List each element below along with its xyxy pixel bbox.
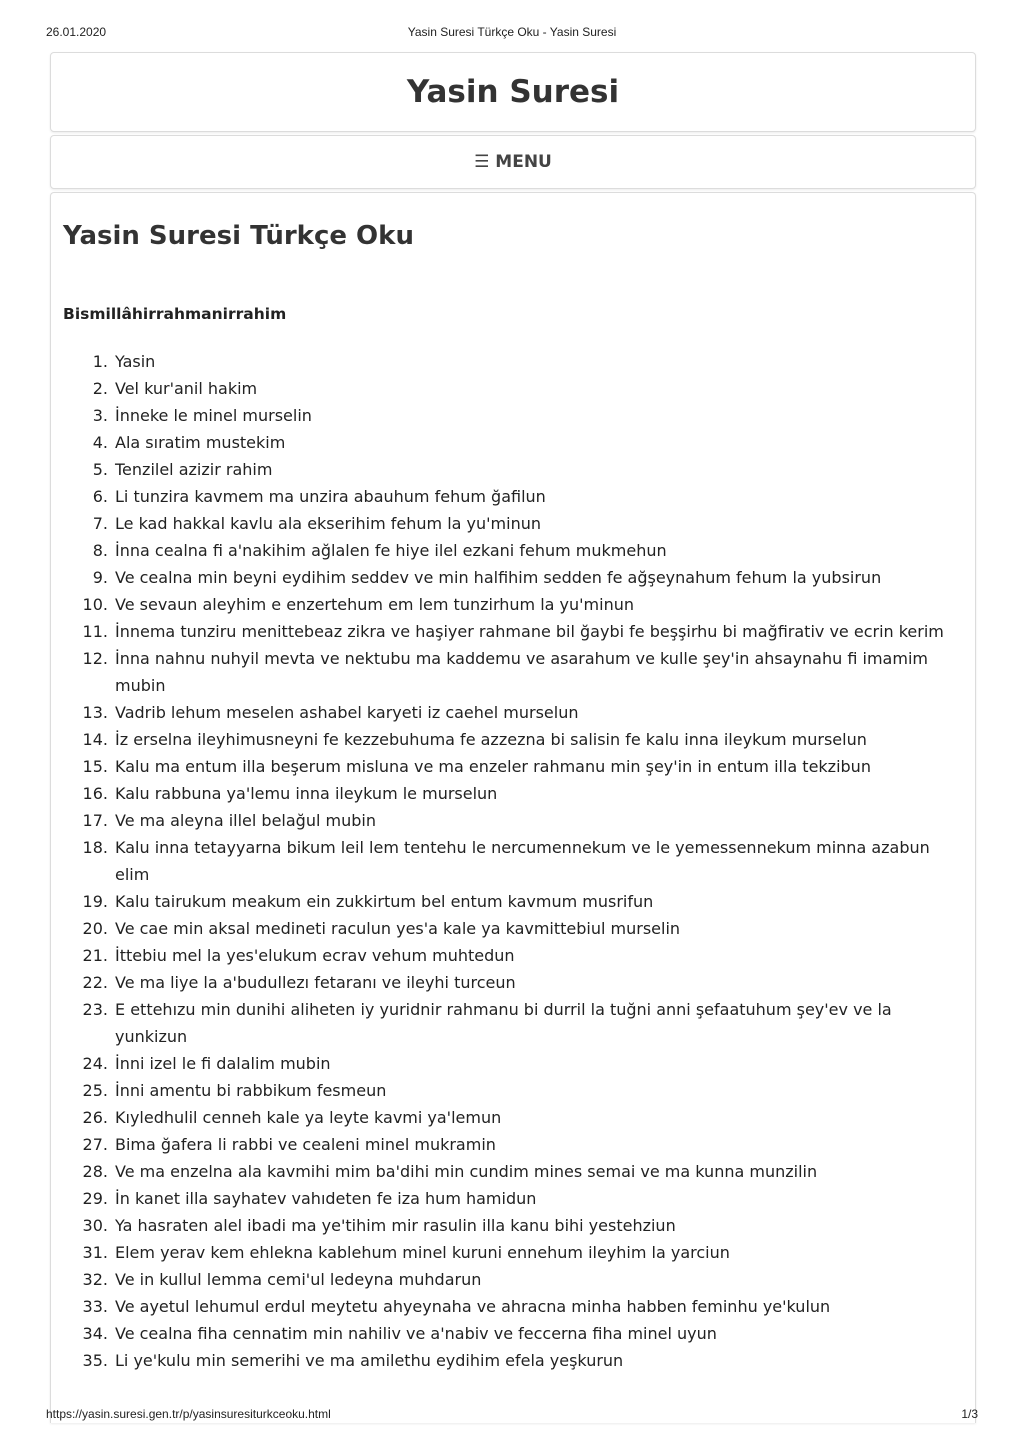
verse-number: 7.	[92, 514, 108, 533]
verse-text: Ve ma enzelna ala kavmihi mim ba'dihi min cundim mines semai ve ma kunna munzilin	[115, 1162, 818, 1181]
verse-number: 15.	[82, 757, 108, 776]
verse-number: 32.	[82, 1270, 108, 1289]
print-date: 26.01.2020	[46, 25, 107, 39]
verse-text: Ve ma aleyna illel belağul mubin	[115, 811, 376, 830]
verse-number: 18.	[82, 838, 108, 857]
verse-number: 13.	[82, 703, 108, 722]
verse-number: 29.	[82, 1189, 108, 1208]
verse-item	[51, 618, 961, 645]
verse-number: 11.	[82, 622, 108, 641]
print-url: https://yasin.suresi.gen.tr/p/yasinsuresiturkceoku.html	[46, 1407, 331, 1421]
verse-text: Elem yerav kem ehlekna kablehum minel kuruni ennehum ileyhim la yarciun	[115, 1243, 730, 1262]
verse-text: Kalu inna tetayyarna bikum leil lem tentehu le nercumennekum ve le yemessennekum minna azabun elim	[115, 838, 930, 884]
verse-number: 35.	[82, 1351, 108, 1370]
verse-item	[51, 483, 961, 510]
verse-item	[51, 942, 961, 969]
verse-text: Ve cealna min beyni eydihim seddev ve min halfihim sedden fe ağşeynahum fehum la yubsirun	[115, 568, 882, 587]
verse-item	[51, 375, 961, 402]
verse-number: 25.	[82, 1081, 108, 1100]
verse-text: Ve in kullul lemma cemi'ul ledeyna muhdarun	[115, 1270, 482, 1289]
verse-item	[51, 1293, 961, 1320]
verse-item	[51, 1158, 961, 1185]
verse-number: 4.	[92, 433, 108, 452]
verse-number: 12.	[82, 649, 108, 668]
verse-number: 5.	[92, 460, 108, 479]
verse-item	[51, 1104, 961, 1131]
verse-text: Ve cae min aksal medineti raculun yes'a kale ya kavmittebiul murselin	[115, 919, 681, 938]
verse-text: Li tunzira kavmem ma unzira abauhum fehum ğafilun	[115, 487, 546, 506]
verse-item	[51, 807, 961, 834]
verse-number: 19.	[82, 892, 108, 911]
verse-item	[51, 402, 961, 429]
verse-number: 6.	[92, 487, 108, 506]
verse-number: 28.	[82, 1162, 108, 1181]
verse-number: 8.	[92, 541, 108, 560]
verse-number: 30.	[82, 1216, 108, 1235]
print-page-title: Yasin Suresi Türkçe Oku - Yasin Suresi	[407, 25, 617, 39]
verse-item	[51, 753, 961, 780]
verse-text: Le kad hakkal kavlu ala ekserihim fehum la yu'minun	[115, 514, 541, 533]
verse-number: 34.	[82, 1324, 108, 1343]
verse-number: 23.	[82, 1000, 108, 1019]
verse-item	[51, 780, 961, 807]
verse-item	[51, 1266, 961, 1293]
verse-item	[51, 348, 961, 375]
verse-text: Tenzilel azizir rahim	[115, 460, 273, 479]
verse-number: 20.	[82, 919, 108, 938]
verse-text: İnneke le minel murselin	[115, 406, 312, 425]
verse-item	[51, 969, 961, 996]
verse-number: 33.	[82, 1297, 108, 1316]
verse-number: 10.	[82, 595, 108, 614]
verse-item	[51, 1347, 961, 1374]
verse-text: Kalu tairukum meakum ein zukkirtum bel entum kavmum musrifun	[115, 892, 654, 911]
verse-number: 14.	[82, 730, 108, 749]
verse-text: İnna nahnu nuhyil mevta ve nektubu ma kaddemu ve asarahum ve kulle şey'in ahsaynahu fi imamim mubin	[115, 649, 928, 695]
basmala: Bismillâhirrahmanirrahim	[63, 305, 287, 323]
print-footer	[0, 1407, 1024, 1423]
verse-item	[51, 645, 961, 699]
verse-number: 22.	[82, 973, 108, 992]
verse-text: İnnema tunziru menittebeaz zikra ve haşiyer rahmane bil ğaybi fe beşşirhu bi mağfirativ ve ecrin kerim	[115, 622, 944, 641]
site-title[interactable]: Yasin Suresi	[406, 74, 620, 110]
verse-number: 26.	[82, 1108, 108, 1127]
verse-item	[51, 456, 961, 483]
verse-item	[51, 1320, 961, 1347]
verse-number: 1.	[92, 352, 108, 371]
verse-item	[51, 1185, 961, 1212]
verse-text: İnni izel le fi dalalim mubin	[115, 1054, 331, 1073]
verse-number: 3.	[92, 406, 108, 425]
verse-item	[51, 1050, 961, 1077]
verse-item	[51, 564, 961, 591]
verse-item	[51, 429, 961, 456]
verse-number: 2.	[92, 379, 108, 398]
verse-text: Ve ayetul lehumul erdul meytetu ahyeynaha ve ahracna minha habben feminhu ye'kulun	[115, 1297, 831, 1316]
verse-text: Kalu rabbuna ya'lemu inna ileykum le murselun	[115, 784, 498, 803]
verse-number: 21.	[82, 946, 108, 965]
print-page-number: 1/3	[961, 1407, 978, 1421]
verse-text: E ettehızu min dunihi aliheten iy yuridnir rahmanu bi durril la tuğni anni şefaatuhum şey'ev ve la yunkizun	[115, 1000, 892, 1046]
menu-button[interactable]: ☰ MENU	[474, 152, 552, 172]
verse-item	[51, 1077, 961, 1104]
verse-list	[51, 348, 961, 1374]
verse-number: 17.	[82, 811, 108, 830]
verse-text: Ve sevaun aleyhim e enzertehum em lem tunzirhum la yu'minun	[115, 595, 634, 614]
verse-item	[51, 996, 961, 1050]
verse-text: Kıyledhulil cenneh kale ya leyte kavmi ya'lemun	[115, 1108, 502, 1127]
verse-text: Yasin	[115, 352, 156, 371]
verse-number: 31.	[82, 1243, 108, 1262]
verse-item	[51, 1239, 961, 1266]
verse-item	[51, 726, 961, 753]
verse-text: İn kanet illa sayhatev vahıdeten fe iza hum hamidun	[115, 1189, 537, 1208]
verse-item	[51, 699, 961, 726]
verse-text: İnni amentu bi rabbikum fesmeun	[115, 1081, 387, 1100]
verse-item	[51, 537, 961, 564]
nav-bar	[50, 135, 976, 189]
verse-number: 16.	[82, 784, 108, 803]
verse-item	[51, 834, 961, 888]
verse-text: İnna cealna fi a'nakihim ağlalen fe hiye ilel ezkani fehum mukmehun	[115, 541, 667, 560]
verse-text: Ala sıratim mustekim	[115, 433, 286, 452]
verse-item	[51, 510, 961, 537]
verse-number: 9.	[92, 568, 108, 587]
verse-text: Ve ma liye la a'budullezı fetaranı ve ileyhi turceun	[115, 973, 516, 992]
post-content	[50, 192, 976, 1423]
verse-text: İttebiu mel la yes'elukum ecrav vehum muhtedun	[115, 946, 515, 965]
verse-text: Vadrib lehum meselen ashabel karyeti iz caehel murselun	[115, 703, 579, 722]
verse-text: Kalu ma entum illa beşerum misluna ve ma enzeler rahmanu min şey'in in entum illa tekzibun	[115, 757, 871, 776]
verse-item	[51, 915, 961, 942]
verse-text: Ve cealna fiha cennatim min nahiliv ve a'nabiv ve feccerna fiha minel uyun	[115, 1324, 717, 1343]
print-header	[0, 25, 1024, 41]
verse-text: İz erselna ileyhimusneyni fe kezzebuhuma fe azzezna bi salisin fe kalu inna ileykum murselun	[115, 730, 867, 749]
verse-number: 27.	[82, 1135, 108, 1154]
verse-text: Ya hasraten alel ibadi ma ye'tihim mir rasulin illa kanu bihi yestehziun	[115, 1216, 676, 1235]
verse-number: 24.	[82, 1054, 108, 1073]
verse-text: Vel kur'anil hakim	[115, 379, 258, 398]
verse-text: Li ye'kulu min semerihi ve ma amilethu eydihim efela yeşkurun	[115, 1351, 624, 1370]
verse-item	[51, 888, 961, 915]
verse-item	[51, 1131, 961, 1158]
post-title: Yasin Suresi Türkçe Oku	[63, 221, 414, 251]
verse-text: Bima ğafera li rabbi ve cealeni minel mukramin	[115, 1135, 496, 1154]
site-header	[50, 52, 976, 132]
verse-item	[51, 591, 961, 618]
verse-item	[51, 1212, 961, 1239]
